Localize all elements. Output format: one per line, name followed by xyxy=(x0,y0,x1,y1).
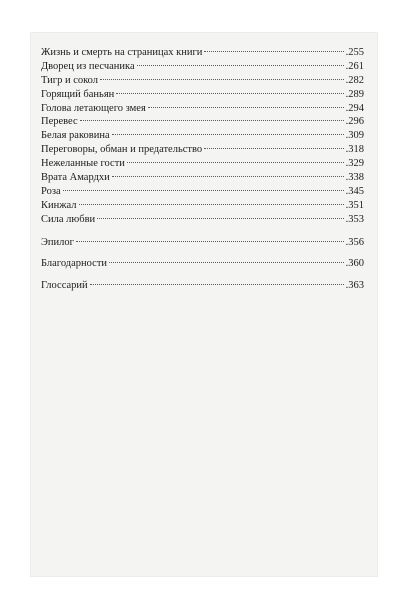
toc-entry-page: .356 xyxy=(345,236,364,248)
toc-entry-title: Эпилог xyxy=(41,236,74,248)
dot-leader xyxy=(137,65,344,66)
toc-entry xyxy=(41,171,364,185)
table-of-contents xyxy=(41,46,364,293)
toc-entry-page: .351 xyxy=(345,199,364,211)
toc-entry-page: .296 xyxy=(345,116,364,128)
dot-leader xyxy=(204,51,343,52)
toc-entry-title: Глоссарий xyxy=(41,280,88,292)
toc-entry xyxy=(41,88,364,102)
toc-entry xyxy=(41,115,364,129)
toc-entry-page: .255 xyxy=(345,47,364,58)
dot-leader xyxy=(112,176,344,177)
toc-entry-title: Врата Амардхи xyxy=(41,172,110,184)
toc-entry-page: .318 xyxy=(345,144,364,156)
toc-entry-page: .282 xyxy=(345,74,364,86)
toc-entry-page: .261 xyxy=(345,60,364,72)
toc-entry xyxy=(41,102,364,116)
dot-leader xyxy=(116,93,343,94)
toc-entry-page: .294 xyxy=(345,102,364,114)
dot-leader xyxy=(148,107,344,108)
toc-entry-title: Нежеланные гости xyxy=(41,158,125,170)
toc-entry xyxy=(41,60,364,74)
toc-entry-title: Роза xyxy=(41,185,61,197)
book-page xyxy=(30,32,378,577)
toc-entry-title: Переговоры, обман и предательство xyxy=(41,144,203,156)
toc-entry-glossary xyxy=(41,279,364,293)
dot-leader xyxy=(63,190,344,191)
toc-entry-page: .360 xyxy=(345,258,364,270)
dot-leader xyxy=(100,79,344,80)
toc-entry-acknowledgements xyxy=(41,257,364,271)
dot-leader xyxy=(127,162,344,163)
toc-entry xyxy=(41,185,364,199)
toc-entry-title: Жизнь и смерть на страницах книги xyxy=(41,47,203,58)
toc-entry-page: .338 xyxy=(345,172,364,184)
toc-entry-title: Горящий баньян xyxy=(41,88,115,100)
toc-entry-epilogue xyxy=(41,236,364,250)
dot-leader xyxy=(90,284,344,285)
toc-entry xyxy=(41,157,364,171)
dot-leader xyxy=(97,218,343,219)
toc-entry-title: Дворец из песчаника xyxy=(41,60,135,72)
toc-entry-title: Сила любви xyxy=(41,213,96,225)
toc-entry-title: Голова летающего змея xyxy=(41,102,146,114)
dot-leader xyxy=(76,241,344,242)
dot-leader xyxy=(109,262,344,263)
toc-entry-page: .309 xyxy=(345,130,364,142)
toc-entry-page: .289 xyxy=(345,88,364,100)
toc-entry xyxy=(41,143,364,157)
toc-entry-title: Белая раковина xyxy=(41,130,110,142)
toc-entry-page: .345 xyxy=(345,185,364,197)
toc-entry xyxy=(41,199,364,213)
toc-entry xyxy=(41,129,364,143)
toc-entry-title: Благодарности xyxy=(41,258,108,270)
toc-entry-title: Перевес xyxy=(41,116,78,128)
toc-entry-title: Тигр и сокол xyxy=(41,74,99,86)
toc-entry-page: .329 xyxy=(345,158,364,170)
toc-entry xyxy=(41,46,364,60)
dot-leader xyxy=(79,204,344,205)
toc-entry xyxy=(41,74,364,88)
toc-entry-page: .353 xyxy=(345,213,364,225)
toc-entry-title: Кинжал xyxy=(41,199,77,211)
dot-leader xyxy=(112,134,344,135)
toc-entry-page: .363 xyxy=(345,280,364,292)
dot-leader xyxy=(204,148,343,149)
dot-leader xyxy=(80,120,344,121)
toc-entry xyxy=(41,213,364,227)
